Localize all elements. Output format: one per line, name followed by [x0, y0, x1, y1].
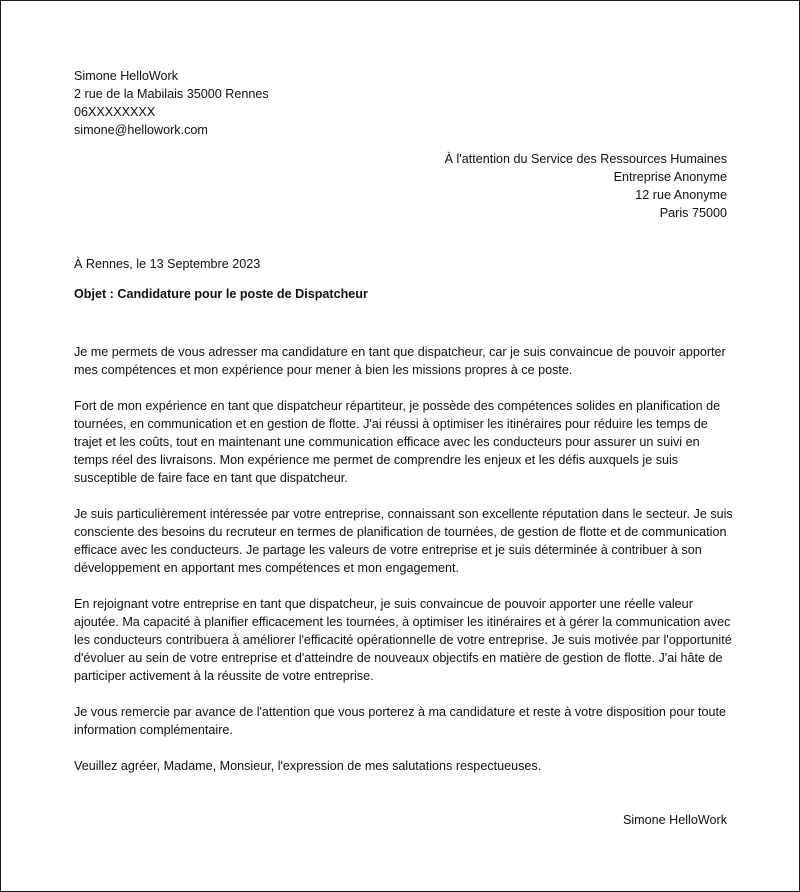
sender-address: 2 rue de la Mabilais 35000 Rennes: [74, 87, 269, 101]
paragraph-added-value: En rejoignant votre entreprise en tant que dispatcheur, je suis convaincue de pouvoir apporter une réelle valeur ajoutée. Ma capacité à planifier efficacement les tournées, à optimiser les itinéraires et à gérer la communication avec les conducteurs contribuera à améliorer l'efficacité opérationnelle de votre entreprise. Je suis motivée par l'opportunité d'évoluer au sein de votre entreprise et d'atteindre de nouveaux objectifs en matière de gestion de flotte. J'ai hâte de participer activement à la réussite de votre entreprise.: [74, 597, 732, 683]
recipient-street: 12 rue Anonyme: [635, 188, 727, 202]
paragraph-experience: Fort de mon expérience en tant que dispatcheur répartiteur, je possède des compétences solides en planification de tournées, en communication et en gestion de flotte. J'ai réussi à optimiser les itinéraires pour réduire les temps de trajet et les coûts, tout en maintenant une communication efficace avec les conducteurs pour assurer un suivi en temps réel des livraisons. Mon expérience me permet de comprendre les enjeux et les défis auxquels je suis susceptible de faire face en tant que dispatcheur.: [74, 399, 721, 485]
letter-body: [74, 343, 734, 775]
recipient-attention: À l'attention du Service des Ressources Humaines: [444, 152, 727, 166]
sender-block: [74, 67, 494, 139]
paragraph-thanks: Je vous remercie par avance de l'attention que vous porterez à ma candidature et reste à votre disposition pour toute information complémentaire.: [74, 705, 727, 737]
paragraph-closing-formula: Veuillez agréer, Madame, Monsieur, l'expression de mes salutations respectueuses.: [74, 759, 542, 773]
paragraph-introduction: Je me permets de vous adresser ma candidature en tant que dispatcheur, car je suis convaincue de pouvoir apporter mes compétences et mon expérience pour mener à bien les missions propres à ce poste.: [74, 345, 726, 377]
recipient-block: [227, 150, 727, 222]
sender-phone: 06XXXXXXXX: [74, 105, 156, 119]
date-line: À Rennes, le 13 Septembre 2023: [74, 257, 261, 271]
subject-line: Objet : Candidature pour le poste de Dispatcheur: [74, 287, 368, 301]
sender-email: simone@hellowork.com: [74, 123, 208, 137]
signature: Simone HelloWork: [622, 813, 727, 827]
sender-name: Simone HelloWork: [74, 69, 179, 83]
recipient-city: Paris 75000: [659, 206, 727, 220]
recipient-company: Entreprise Anonyme: [613, 170, 727, 184]
paragraph-company-interest: Je suis particulièrement intéressée par votre entreprise, connaissant son excellente réputation dans le secteur. Je suis consciente des besoins du recruteur en termes de planification de tournées, de gestion de flotte et de communication efficace avec les conducteurs. Je partage les valeurs de votre entreprise et je suis déterminée à contribuer à son développement en apportant mes compétences et mon engagement.: [74, 507, 733, 575]
